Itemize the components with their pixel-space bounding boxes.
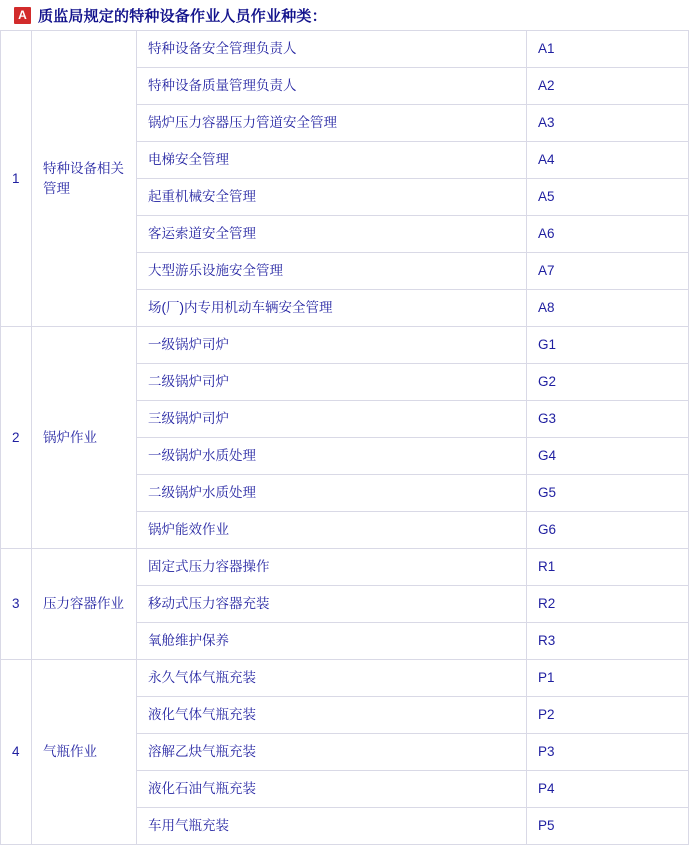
group-category-label: 特种设备相关管理 xyxy=(43,160,124,196)
occupation-code-cell: A8 xyxy=(527,290,689,327)
occupation-code-cell: G3 xyxy=(527,401,689,438)
group-number-cell: 1 xyxy=(1,31,32,327)
occupation-name-cell: 车用气瓶充装 xyxy=(137,808,527,845)
group-category-cell xyxy=(32,660,137,845)
occupation-name-cell: 溶解乙炔气瓶充装 xyxy=(137,734,527,771)
occupation-code-cell: A5 xyxy=(527,179,689,216)
occupation-code-cell: R2 xyxy=(527,586,689,623)
occupation-name-cell: 二级锅炉水质处理 xyxy=(137,475,527,512)
group-category-cell xyxy=(32,327,137,549)
occupation-code-cell: R3 xyxy=(527,623,689,660)
group-category-cell xyxy=(32,549,137,660)
group-number-cell: 2 xyxy=(1,327,32,549)
group-number-cell: 4 xyxy=(1,660,32,845)
occupation-code-cell: A2 xyxy=(527,68,689,105)
occupation-name-cell: 固定式压力容器操作 xyxy=(137,549,527,586)
occupation-code-cell: G2 xyxy=(527,364,689,401)
occupation-code-cell: A3 xyxy=(527,105,689,142)
occupation-code-cell: P5 xyxy=(527,808,689,845)
occupation-category-table xyxy=(0,30,689,845)
occupation-code-cell: G4 xyxy=(527,438,689,475)
occupation-name-cell: 移动式压力容器充装 xyxy=(137,586,527,623)
occupation-name-cell: 大型游乐设施安全管理 xyxy=(137,253,527,290)
occupation-name-cell: 液化气体气瓶充装 xyxy=(137,697,527,734)
occupation-name-cell: 三级锅炉司炉 xyxy=(137,401,527,438)
occupation-name-cell: 起重机械安全管理 xyxy=(137,179,527,216)
occupation-name-cell: 特种设备安全管理负责人 xyxy=(137,31,527,68)
table-row xyxy=(1,327,689,364)
occupation-code-cell: G5 xyxy=(527,475,689,512)
group-category-label: 气瓶作业 xyxy=(43,744,97,760)
occupation-code-cell: R1 xyxy=(527,549,689,586)
occupation-code-cell: A4 xyxy=(527,142,689,179)
table-row xyxy=(1,31,689,68)
occupation-name-cell: 特种设备质量管理负责人 xyxy=(137,68,527,105)
page-header xyxy=(0,0,689,30)
occupation-code-cell: P3 xyxy=(527,734,689,771)
page-title: 质监局规定的特种设备作业人员作业种类： xyxy=(38,7,327,25)
occupation-name-cell: 二级锅炉司炉 xyxy=(137,364,527,401)
group-category-cell xyxy=(32,31,137,327)
occupation-name-cell: 锅炉能效作业 xyxy=(137,512,527,549)
occupation-code-cell: A6 xyxy=(527,216,689,253)
occupation-name-cell: 一级锅炉水质处理 xyxy=(137,438,527,475)
occupation-code-cell: A7 xyxy=(527,253,689,290)
occupation-name-cell: 氧舱维护保养 xyxy=(137,623,527,660)
group-number-cell: 3 xyxy=(1,549,32,660)
group-category-label: 锅炉作业 xyxy=(43,429,97,445)
occupation-code-cell: P1 xyxy=(527,660,689,697)
occupation-name-cell: 一级锅炉司炉 xyxy=(137,327,527,364)
occupation-name-cell: 锅炉压力容器压力管道安全管理 xyxy=(137,105,527,142)
occupation-code-cell: P2 xyxy=(527,697,689,734)
occupation-code-cell: P4 xyxy=(527,771,689,808)
occupation-code-cell: G1 xyxy=(527,327,689,364)
table-row xyxy=(1,549,689,586)
occupation-name-cell: 永久气体气瓶充装 xyxy=(137,660,527,697)
section-badge-icon: A xyxy=(14,7,31,24)
table-row xyxy=(1,660,689,697)
occupation-code-cell: G6 xyxy=(527,512,689,549)
group-category-label: 压力容器作业 xyxy=(43,596,124,612)
occupation-code-cell: A1 xyxy=(527,31,689,68)
occupation-name-cell: 电梯安全管理 xyxy=(137,142,527,179)
table-body xyxy=(1,31,689,845)
occupation-name-cell: 液化石油气瓶充装 xyxy=(137,771,527,808)
occupation-name-cell: 场(厂)内专用机动车辆安全管理 xyxy=(137,290,527,327)
occupation-name-cell: 客运索道安全管理 xyxy=(137,216,527,253)
